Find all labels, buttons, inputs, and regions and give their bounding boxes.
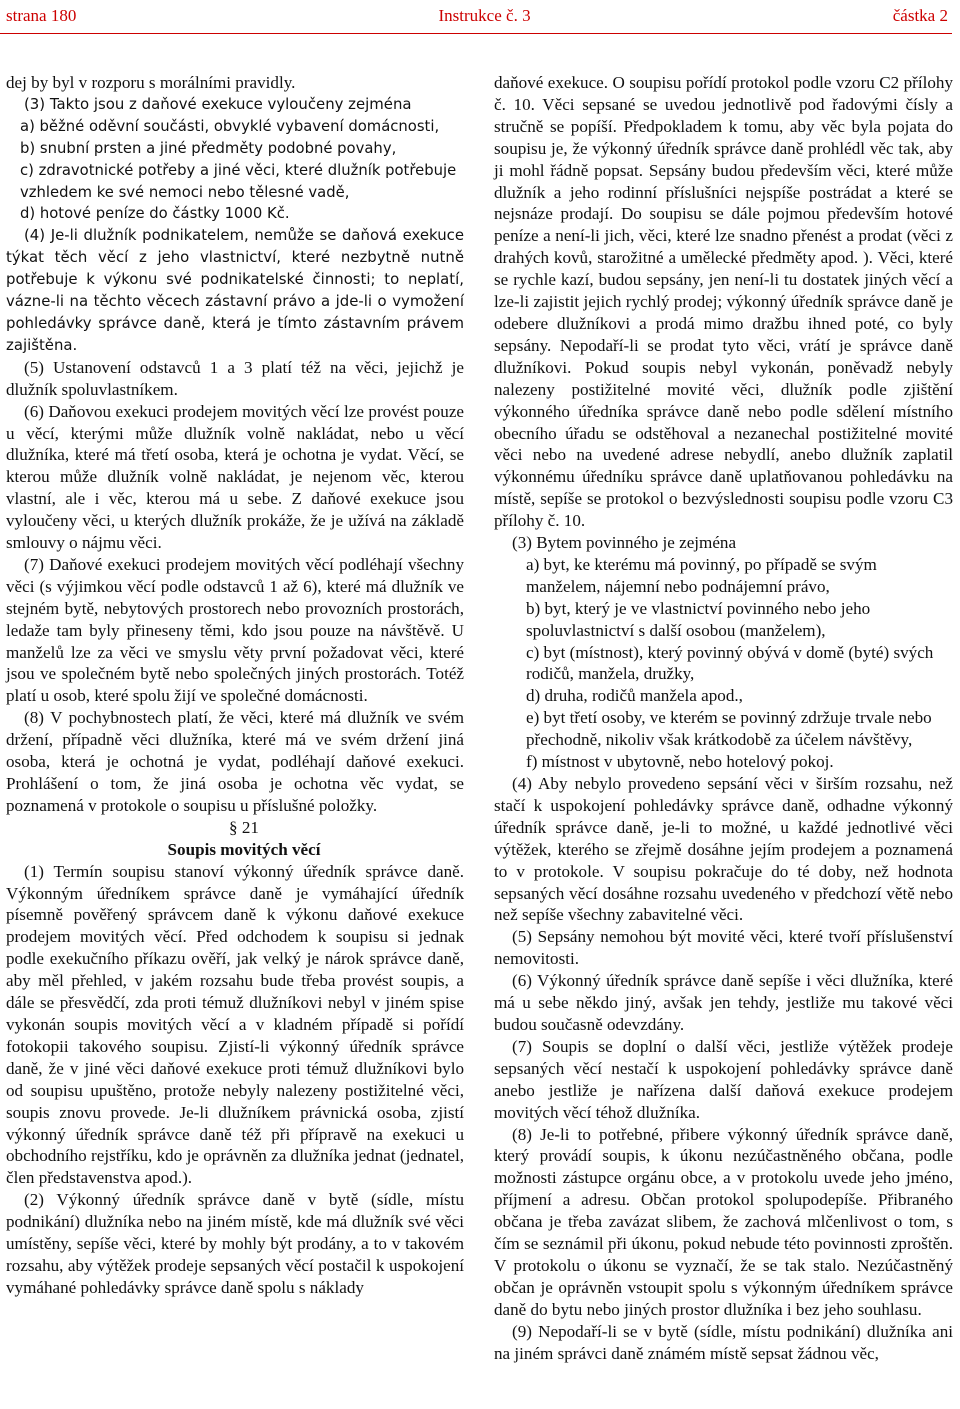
list-item: c) byt (místnost), který povinný obývá v domě (byté) svých rodičů, manžela, družky, — [526, 642, 934, 684]
list-item: c) zdravotnické potřeby a jiné věci, které dlužník potřebuje vzhledem ke své nemoci nebo tělesné vadě, — [20, 161, 457, 201]
paragraph-7: (7) Soupis se doplní o další věci, jestliže výtěžek prodeje sepsaných věcí nestačí k uspokojení pohledávky správce daně anebo jestliže je nařízena další daňová exekuce prodejem movitých věcí téhož dlužníka. — [494, 1036, 953, 1122]
paragraph-7: (7) Daňové exekuci prodejem movitých věcí podléhají všechny věci (s výjimkou věcí podle odstavců 1 až 6), které má dlužník ve stejném bytě, nebytových prostorech nebo provozních prostorách, ledaže tam byly přineseny těmi, kdo jsou pouze na návštěvě. U manželů lze za věci ve smyslu věty první požadovat věci, které jsou ve společném bytě nebo společných jiných prostorách. Totéž platí u osob, které spolu žijí ve společné domácnosti. — [6, 554, 464, 706]
list-item: d) hotové peníze do částky 1000 Kč. — [20, 205, 290, 223]
section-paragraph-2: (2) Výkonný úředník správce daně v bytě (sídle, místu podnikání) dlužníka nebo na jiném místě, kde má dlužník své věci umístěny, sepíše věci, které by mohly být prodány, a to v takovém rozsahu, aby výtěžek prodeje sepsaných věcí postačil k uspokojení vymáhané pohledávky správce daně spolu s náklady — [6, 1190, 464, 1297]
paragraph-9: (9) Nepodaří-li se v bytě (sídle, místu podnikání) dlužníka ani na jiném správci daně známém místě sepsat žádnou věc, — [494, 1321, 953, 1363]
dwelling-list — [494, 554, 953, 773]
list-item: d) druha, rodičů manžela apod., — [526, 686, 743, 706]
paragraph-4: (4) Je-li dlužník podnikatelem, nemůže se daňová exekuce týkat těch věcí z jeho vlastnictví, které nezbytně nutně potřebuje k výkonu své podnikatelské činnosti; to neplatí, vázne-li na těchto věcech zástavní právo a jde-li o vymožení pohledávky správce daně, která je tímto zástavním právem zajištěna. — [6, 226, 464, 354]
document-title: Instrukce č. 3 — [438, 6, 531, 25]
paragraph-4: (4) Aby nebylo provedeno sepsání věci v širším rozsahu, než stačí k uspokojení pohledávky správce daně, odhadne výkonný úředník správce daně, je-li to možné, u každé jednotlivé věci výtěžek, kterého se zřejmě dosáhne jejím prodejem a poznamená to v protokole. V soupisu pokračuje do té doby, než hodnota sepsaných věcí dosáhne rozsahu uvedeného v předchozí větě nebo než sepíše všechny zabavitelné věci. — [494, 774, 953, 925]
header-rule — [0, 33, 952, 34]
list-item: f) místnost v ubytovně, nebo hotelový pokoj. — [526, 752, 834, 772]
paragraph-6: (6) Výkonný úředník správce daně sepíše i věci dlužníka, které má u sebe někdo jiný, avšak jen tehdy, jestliže mu takové věci budou současně odevzdány. — [494, 971, 953, 1034]
page-number: strana 180 — [6, 6, 77, 25]
section-title: Soupis movitých věcí — [167, 839, 321, 859]
paragraph-continuation: dej by byl v rozporu s morálními pravidly. — [6, 73, 296, 92]
list-item: e) byt třetí osoby, ve kterém se povinný zdržuje trvale nebo přechodně, nikoliv však krátkodobě za účelem návštěvy, — [526, 708, 932, 750]
paragraph-5: (5) Ustanovení odstavců 1 a 3 platí též na věci, jejichž je dlužník spoluvlastníkem. — [6, 357, 464, 399]
left-column — [6, 72, 464, 1299]
paragraph-3-intro: (3) Takto jsou z daňové exekuce vyloučeny zejména — [24, 94, 412, 113]
part-number: částka 2 — [892, 6, 948, 25]
paragraph-8: (8) V pochybnostech platí, že věci, které má dlužník ve svém držení, případně věci dlužníka, které má ve svém držení jiná osoba, která je ochotná je vydat, podléhají daňové exekuci. Prohlášení o tom, že jiná osoba je ochotna věc vydat, se poznamená v protokole o soupisu u příslušné položky. — [6, 708, 464, 815]
list-item: b) byt, který je ve vlastnictví povinného nebo jeho spoluvlastnictví s další osobou (manželem), — [526, 598, 871, 640]
section-number: § 21 — [229, 817, 259, 837]
paragraph-6: (6) Daňovou exekuci prodejem movitých věcí lze provést pouze u věcí, kterými může dlužník volně nakládat, nebo u věcí dlužníka, které má třetí osoba, která je ochotna je vydat. Věcí, se kterou může dlužník volně nakládat, je nejenom věc, kterou vlastní, ale i věc, kterou má u sebe. Z daňové exekuce jsou vyloučeny věci, u kterých dlužník prokáže, že je užívá na základě smlouvy o nájmu věci. — [6, 401, 464, 553]
list-item: a) byt, ke kterému má povinný, po případě se svým manželem, nájemní nebo podnájemní právo, — [526, 554, 877, 596]
page-header — [0, 0, 952, 32]
paragraph-3-intro: (3) Bytem povinného je zejména — [512, 533, 737, 553]
right-column — [494, 72, 953, 1364]
exclusion-list — [6, 116, 464, 226]
list-item: a) běžné oděvní součásti, obvyklé vybavení domácnosti, — [20, 117, 440, 135]
list-item: b) snubní prsten a jiné předměty podobné povahy, — [20, 139, 397, 157]
paragraph-continuation: daňové exekuce. O soupisu pořídí protokol podle vzoru C2 přílohy č. 10. Věci sepsané se uvedou jednotlivě pod řadovými čísly a stručně se popíší. Předpokladem k tomu, aby věc byla pojata do soupisu je, že výkonný úředník správce daně prohlédl věc tak, aby ji mohl řádně popsat. Sepsány budou především věci, které může dlužník a jeho rodinní příslušníci nejspíše postrádat a které se nejsnáze prodají. Do soupisu se dále pojmou především hotové peníze a není-li jich, věci, které lze snadno přenést a prodat (věci z drahých kovů, starožitné a umělecké předměty apod. ). Věci, které se rychle kazí, budou sepsány, jen není-li tu dostatek jiných věcí a lze-li zajistit jejich rychlý prodej; výkonný úředník správce daně je odebere dlužníkovi a prodá mimo dražbu ihned poté, co byly sepsány. Nepodaří-li se prodat tyto věci, vrátí je správce daně dlužníkovi. Pokud soupis nebyl vykonán, poněvadž nebyly nalezeny postižitelné movité věci, dlužník podle zjištění výkonného úředníka správce daně nebo podle sdělení místního obecního úřadu se odstěhoval a nezanechal postižitelné movité věci nebo na uvedené adrese nebydlí, anebo dlužník zaplatil výkonnému úředníku správce daně uplatňovanou pohledávku na místě, sepíše se protokol o bezvýslednosti soupisu podle vzoru C3 přílohy č. 10. — [494, 73, 953, 531]
section-paragraph-1: (1) Termín soupisu stanoví výkonný úředník správce daně. Výkonným úředníkem správce daně je vymáhající úředník písemně pověřený správcem daně k výkonu daňové exekuce prodejem movitých věcí. Před odchodem k soupisu si jednak podle exekučního příkazu ověří, jak velký je nárok správce daně, aby měl přehled, v jakém rozsahu bude třeba provést soupis, a dále se přesvědčí, zda proti témuž dlužníkovi nebyl v jiném spise vykonán soupis movitých věcí a v kladném případě si pořídí fotokopii takového soupisu. Zjistí-li výkonný úředník správce daně, že v jiné věci daňové exekuce proti témuž dlužníkovi bylo od soupisu upuštěno, protože nebyly nalezeny postižitelné věci, soupis znovu provede. Je-li dlužníkem právnická osoba, zjistí výkonný úředník správce daně též při přípravě na exekuci u obchodního rejstříku, kdo je oprávněn za dlužníka jednat (jednatel, člen představenstva apod.). — [6, 861, 464, 1188]
paragraph-5: (5) Sepsány nemohou být movité věci, které tvoří příslušenství nemovitosti. — [494, 927, 953, 969]
paragraph-8: (8) Je-li to potřebné, přibere výkonný úředník správce daně, který provádí soupis, k úkonu nezúčastněného občana, podle možnosti zástupce orgánu obce, a v protokolu uvede jeho jméno, příjmení a adresu. Občan protokol spolupodepíše. Přibraného občana je třeba zavázat slibem, že zachová mlčenlivost o tom, s čím se seznámil při úkonu, pokud nebude této povinnosti zproštěn. V protokolu o úkonu se vyznačí, že se tak stalo. Nezúčastněný občan je oprávněn vstoupit spolu s výkonným úředníkem správce daně do bytu nebo jiných prostor dlužníka i bez jeho souhlasu. — [494, 1124, 953, 1319]
